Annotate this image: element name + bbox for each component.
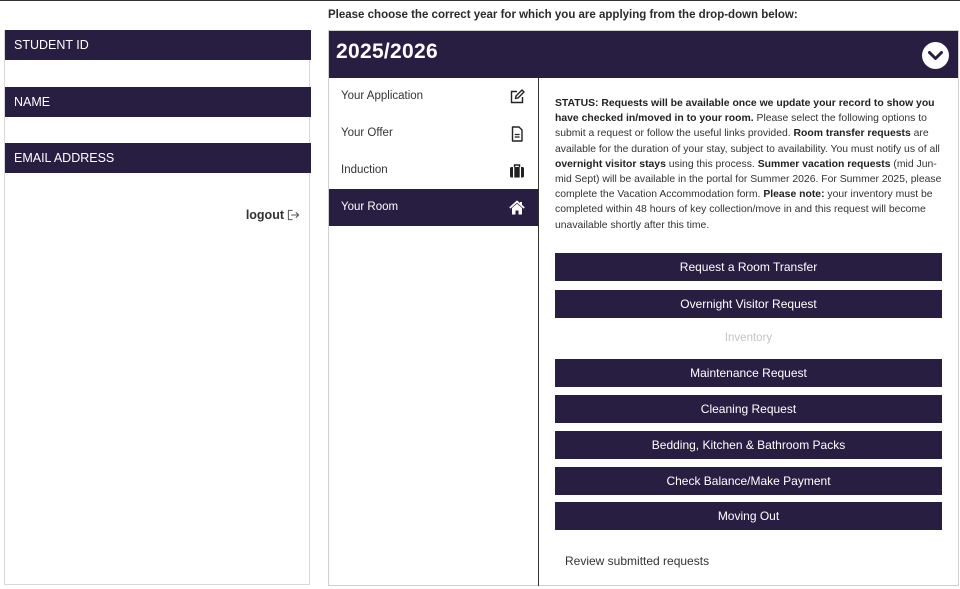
status-bold-part: Room transfer requests <box>793 128 911 140</box>
overnight-visitor-request-button[interactable]: Overnight Visitor Request <box>555 290 942 318</box>
maintenance-request-button[interactable]: Maintenance Request <box>555 359 942 387</box>
status-text-part: your inventory must be completed within 48 hours of key collection/move in and this request will become unavailable shortly after this time. <box>555 189 933 231</box>
edit-icon <box>508 88 525 105</box>
year-selector[interactable] <box>329 31 958 78</box>
review-submitted-requests-link[interactable]: Review submitted requests <box>565 554 710 568</box>
status-lead: STATUS: Requests will be available once we update your record to show you have checked in/moved in to your room. <box>555 98 935 125</box>
selected-year[interactable]: 2025/2026 <box>336 40 438 63</box>
year-instruction: Please choose the correct year for which you are applying from the drop-down below: <box>328 9 798 21</box>
check-balance-make-payment-button[interactable]: Check Balance/Make Payment <box>555 467 942 495</box>
top-border <box>0 0 960 1</box>
inventory-link-disabled: Inventory <box>724 332 773 344</box>
status-bold-part: overnight visitor stays <box>555 158 666 170</box>
briefcase-icon <box>508 162 525 179</box>
chevron-down-icon[interactable] <box>922 42 949 69</box>
menu-item-your-offer[interactable] <box>329 115 538 152</box>
menu-item-your-room[interactable] <box>329 189 538 226</box>
student-id-label: STUDENT ID <box>5 30 311 60</box>
status-bold-part: Summer vacation requests <box>757 158 891 170</box>
logout-label[interactable]: logout <box>245 208 284 222</box>
main-panel <box>328 30 959 586</box>
room-content <box>555 96 943 233</box>
status-text-part: (mid Jun-mid Sept) will be available in the portal for Summer 2026. For Summer 2025, please complete the Vacation Accommodation form. <box>555 158 942 201</box>
document-icon <box>508 125 525 142</box>
status-text-part: are available for the duration of your stay, subject to availability. You must notify us of all <box>555 128 940 155</box>
student-info-panel <box>4 30 310 585</box>
bedding-kitchen-bathroom-packs-button[interactable]: Bedding, Kitchen & Bathroom Packs <box>555 431 942 459</box>
request-room-transfer-button[interactable]: Request a Room Transfer <box>555 253 942 281</box>
menu-item-label[interactable]: Your Application <box>341 90 424 102</box>
menu-item-your-application[interactable] <box>329 78 538 115</box>
menu-item-induction[interactable] <box>329 152 538 189</box>
status-text-part: using this process. <box>665 158 758 170</box>
menu-item-label[interactable]: Your Room <box>341 201 399 213</box>
name-label: NAME <box>5 87 311 117</box>
logout-icon <box>287 209 300 221</box>
menu-item-label[interactable]: Induction <box>341 164 388 176</box>
menu-divider <box>538 78 539 586</box>
menu-item-label[interactable]: Your Offer <box>341 127 393 139</box>
email-address-label: EMAIL ADDRESS <box>5 143 311 173</box>
status-text <box>555 96 943 233</box>
cleaning-request-button[interactable]: Cleaning Request <box>555 395 942 423</box>
logout-link[interactable] <box>246 208 300 222</box>
home-icon <box>508 199 525 216</box>
side-menu <box>329 78 538 226</box>
status-bold-part: Please note: <box>763 189 825 201</box>
moving-out-button[interactable]: Moving Out <box>555 502 942 530</box>
status-text-part: Please select the following options to submit a request or follow the useful links provided. <box>555 113 927 140</box>
